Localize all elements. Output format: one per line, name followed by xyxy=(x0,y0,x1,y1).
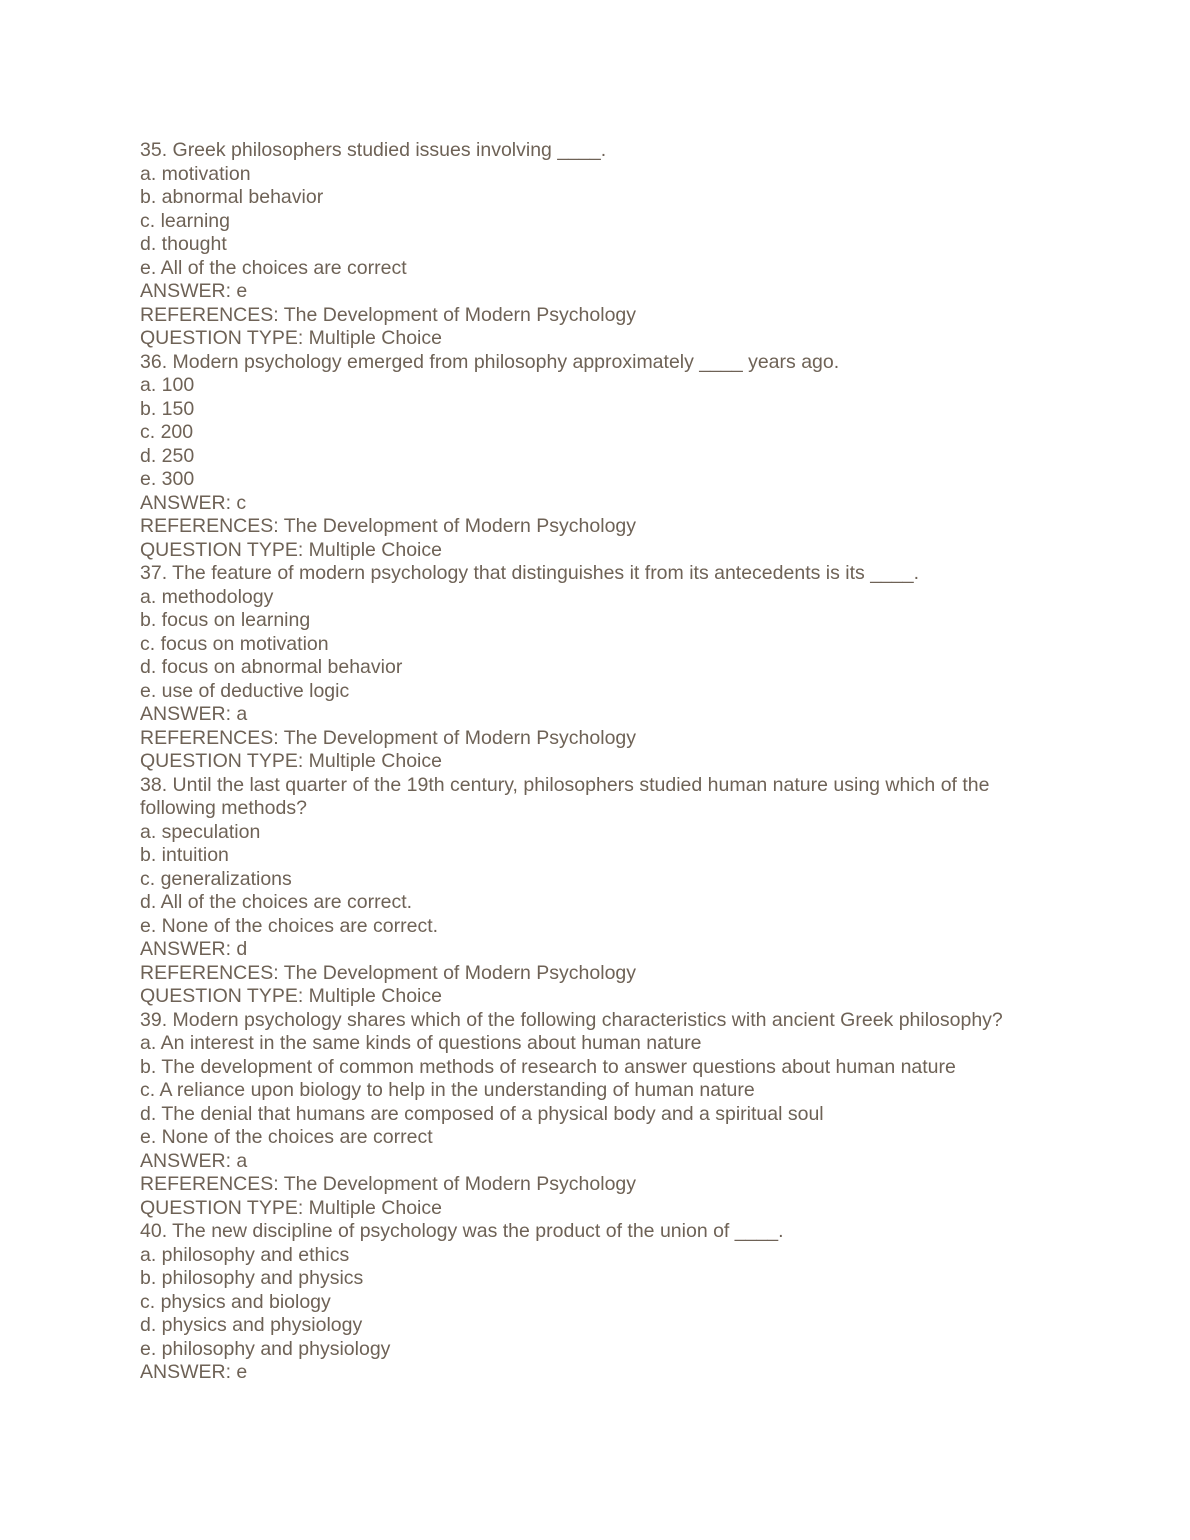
answer-choice: e. 300 xyxy=(140,468,195,490)
answer-choice: a. methodology xyxy=(140,585,274,608)
question-block-38 xyxy=(140,774,1060,1009)
references: REFERENCES: The Development of Modern Psychology xyxy=(140,515,637,537)
question-block-40 xyxy=(140,1220,1060,1385)
answer-choice: d. 250 xyxy=(140,444,195,467)
answer-choice: c. 200 xyxy=(140,421,194,443)
answer-key: ANSWER: e xyxy=(140,280,248,302)
answer-choice: b. The development of common methods of research to answer questions about human nature xyxy=(140,1055,956,1078)
question-stem: 36. Modern psychology emerged from philosophy approximately ____ years ago. xyxy=(140,350,840,373)
question-type: QUESTION TYPE: Multiple Choice xyxy=(140,538,442,561)
answer-key: ANSWER: a xyxy=(140,703,248,725)
answer-choice: c. physics and biology xyxy=(140,1290,331,1313)
question-type: QUESTION TYPE: Multiple Choice xyxy=(140,985,442,1007)
answer-choice: e. All of the choices are correct xyxy=(140,256,407,279)
references: REFERENCES: The Development of Modern Psychology xyxy=(140,1173,637,1195)
answer-choice: b. philosophy and physics xyxy=(140,1267,364,1289)
references: REFERENCES: The Development of Modern Psychology xyxy=(140,303,637,326)
answer-choice: c. focus on motivation xyxy=(140,632,329,655)
answer-choice: d. focus on abnormal behavior xyxy=(140,656,403,678)
answer-choice: b. intuition xyxy=(140,844,229,866)
answer-choice: b. focus on learning xyxy=(140,609,311,631)
references: REFERENCES: The Development of Modern Psychology xyxy=(140,726,637,749)
answer-choice: c. A reliance upon biology to help in the understanding of human nature xyxy=(140,1079,755,1101)
question-stem: 40. The new discipline of psychology was the product of the union of ____. xyxy=(140,1220,784,1242)
answer-choice: a. philosophy and ethics xyxy=(140,1243,350,1266)
answer-choice: a. motivation xyxy=(140,162,251,185)
references: REFERENCES: The Development of Modern Psychology xyxy=(140,961,637,984)
answer-key: ANSWER: e xyxy=(140,1361,248,1383)
answer-choice: e. None of the choices are correct xyxy=(140,1126,433,1148)
question-type: QUESTION TYPE: Multiple Choice xyxy=(140,327,442,349)
answer-choice: c. learning xyxy=(140,209,230,232)
question-type: QUESTION TYPE: Multiple Choice xyxy=(140,1196,442,1219)
question-block-39 xyxy=(140,1009,1060,1221)
question-stem: 35. Greek philosophers studied issues involving ____. xyxy=(140,139,607,161)
answer-choice: e. None of the choices are correct. xyxy=(140,914,439,937)
question-stem: 38. Until the last quarter of the 19th century, philosophers studied human nature using which of the following methods? xyxy=(140,773,995,819)
answer-choice: d. thought xyxy=(140,233,227,255)
answer-choice: d. physics and physiology xyxy=(140,1314,363,1336)
question-document xyxy=(140,139,1060,1385)
answer-choice: d. All of the choices are correct. xyxy=(140,891,413,913)
question-block-36 xyxy=(140,351,1060,563)
answer-key: ANSWER: a xyxy=(140,1149,248,1172)
answer-choice: b. abnormal behavior xyxy=(140,186,324,208)
answer-choice: a. An interest in the same kinds of questions about human nature xyxy=(140,1032,702,1054)
answer-key: ANSWER: d xyxy=(140,938,248,960)
answer-choice: b. 150 xyxy=(140,397,195,420)
answer-choice: e. use of deductive logic xyxy=(140,679,350,702)
question-block-35 xyxy=(140,139,1060,351)
question-stem: 37. The feature of modern psychology that distinguishes it from its antecedents is its ____. xyxy=(140,562,919,584)
answer-choice: c. generalizations xyxy=(140,867,292,890)
question-type: QUESTION TYPE: Multiple Choice xyxy=(140,750,442,772)
answer-choice: a. 100 xyxy=(140,374,195,396)
answer-choice: a. speculation xyxy=(140,820,261,843)
answer-key: ANSWER: c xyxy=(140,491,247,514)
question-stem: 39. Modern psychology shares which of the following characteristics with ancient Greek philosophy? xyxy=(140,1008,1003,1031)
answer-choice: e. philosophy and physiology xyxy=(140,1337,391,1360)
answer-choice: d. The denial that humans are composed of a physical body and a spiritual soul xyxy=(140,1102,824,1125)
question-block-37 xyxy=(140,562,1060,774)
